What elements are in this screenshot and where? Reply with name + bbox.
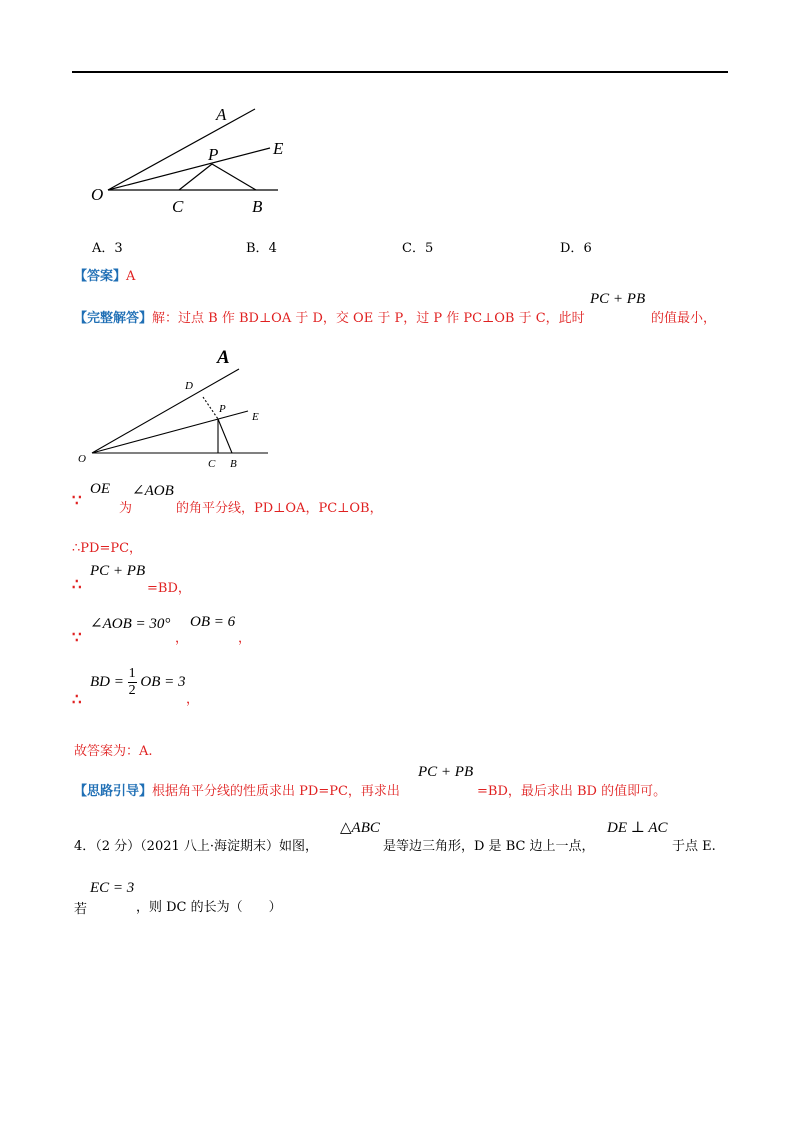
step5-therefore: ∴ — [72, 690, 82, 708]
fig2-label-C: C — [208, 458, 216, 470]
choice-d — [560, 237, 592, 256]
guide-expr: PC + PB — [418, 764, 474, 780]
fig1-label-C: C — [172, 197, 184, 216]
fig2-label-D: D — [185, 380, 193, 392]
guide-intro: 根据角平分线的性质求出 PD=PC，再求出 — [152, 784, 400, 799]
step3-therefore: ∴ — [72, 575, 82, 593]
step6: 故答案为：A. — [74, 744, 153, 759]
fig1-label-P: P — [208, 145, 219, 164]
step1-rest: 的角平分线，PD⊥OA，PC⊥OB， — [176, 501, 383, 516]
fig1-label-O: O — [91, 185, 104, 204]
choice-a — [92, 237, 123, 256]
choice-c-value: 5 — [424, 241, 434, 256]
step5-denominator: 2 — [128, 683, 136, 698]
fig1-label-A: A — [216, 105, 227, 124]
choice-d-value: 6 — [583, 241, 592, 256]
choice-d-letter: D． — [560, 241, 584, 256]
figure-2 — [72, 345, 272, 475]
fig2-label-A: A — [217, 347, 230, 368]
step1-aob: ∠AOB — [132, 483, 174, 499]
choice-b-value: 4 — [268, 241, 277, 256]
choice-c-letter: C． — [402, 241, 425, 256]
choice-b — [246, 237, 277, 256]
figure-1 — [88, 100, 288, 220]
step1-wei: 为 — [119, 501, 133, 516]
q4-triangle: △ABC — [340, 820, 380, 836]
fig2-label-P: P — [219, 403, 226, 415]
answer-line — [74, 265, 135, 284]
fig2-label-E: E — [252, 411, 259, 423]
q4-perp: DE ⊥ AC — [607, 820, 668, 836]
guide-tail: =BD，最后求出 BD 的值即可。 — [477, 784, 667, 799]
q4-ec: EC = 3 — [90, 880, 135, 896]
step4-angle: ∠AOB = 30° — [90, 616, 171, 632]
fig2-label-O: O — [78, 453, 86, 465]
choice-a-letter: A． — [92, 241, 115, 256]
guide-tag: 【思路引导】 — [74, 784, 153, 799]
solution-tail: 的值最小， — [651, 311, 717, 326]
step4-comma1: ， — [175, 631, 189, 646]
solution-tag: 【完整解答】 — [74, 311, 153, 326]
guide-line — [74, 780, 400, 799]
solution-line — [74, 307, 585, 326]
step3-expr: PC + PB — [90, 563, 146, 579]
step5-rhs: OB = 3 — [140, 674, 186, 690]
solution-expr: PC + PB — [590, 291, 646, 307]
step4-because: ∵ — [72, 628, 82, 646]
solution-intro: 解：过点 B 作 BD⊥OA 于 D，交 OE 于 P，过 P 作 PC⊥OB 于 C，此时 — [152, 311, 585, 326]
step5-fraction — [128, 667, 137, 698]
step5-numerator: 1 — [128, 666, 136, 681]
header-rule — [72, 71, 728, 73]
answer-value: A — [126, 269, 136, 284]
step4-ob: OB = 6 — [190, 614, 236, 630]
choice-c — [402, 237, 433, 256]
step5-lhs: BD = — [90, 674, 124, 690]
fig1-label-B: B — [252, 197, 263, 216]
step5-equation — [90, 667, 186, 698]
fig2-label-B: B — [230, 458, 237, 470]
step1-because: ∵ — [72, 491, 82, 509]
step1-oe: OE — [90, 481, 110, 497]
choice-b-letter: B． — [246, 241, 269, 256]
step2: ∴PD=PC， — [72, 541, 143, 556]
q4-mid: 是等边三角形，D 是 BC 边上一点， — [383, 839, 595, 854]
fig1-label-E: E — [273, 139, 284, 158]
q4-line2-suffix: ，则 DC 的长为（ ） — [136, 900, 282, 915]
q4-lead: 4．（2 分）（2021 八上·海淀期末）如图， — [74, 839, 319, 854]
q4-end: 于点 E. — [672, 839, 716, 854]
step4-comma2: ， — [238, 631, 252, 646]
q4-line2-prefix: 若 — [74, 902, 88, 917]
step3-rest: =BD， — [147, 581, 191, 596]
step5-comma: ， — [186, 692, 200, 707]
answer-tag: 【答案】 — [74, 269, 127, 284]
choice-a-value: 3 — [114, 241, 123, 256]
